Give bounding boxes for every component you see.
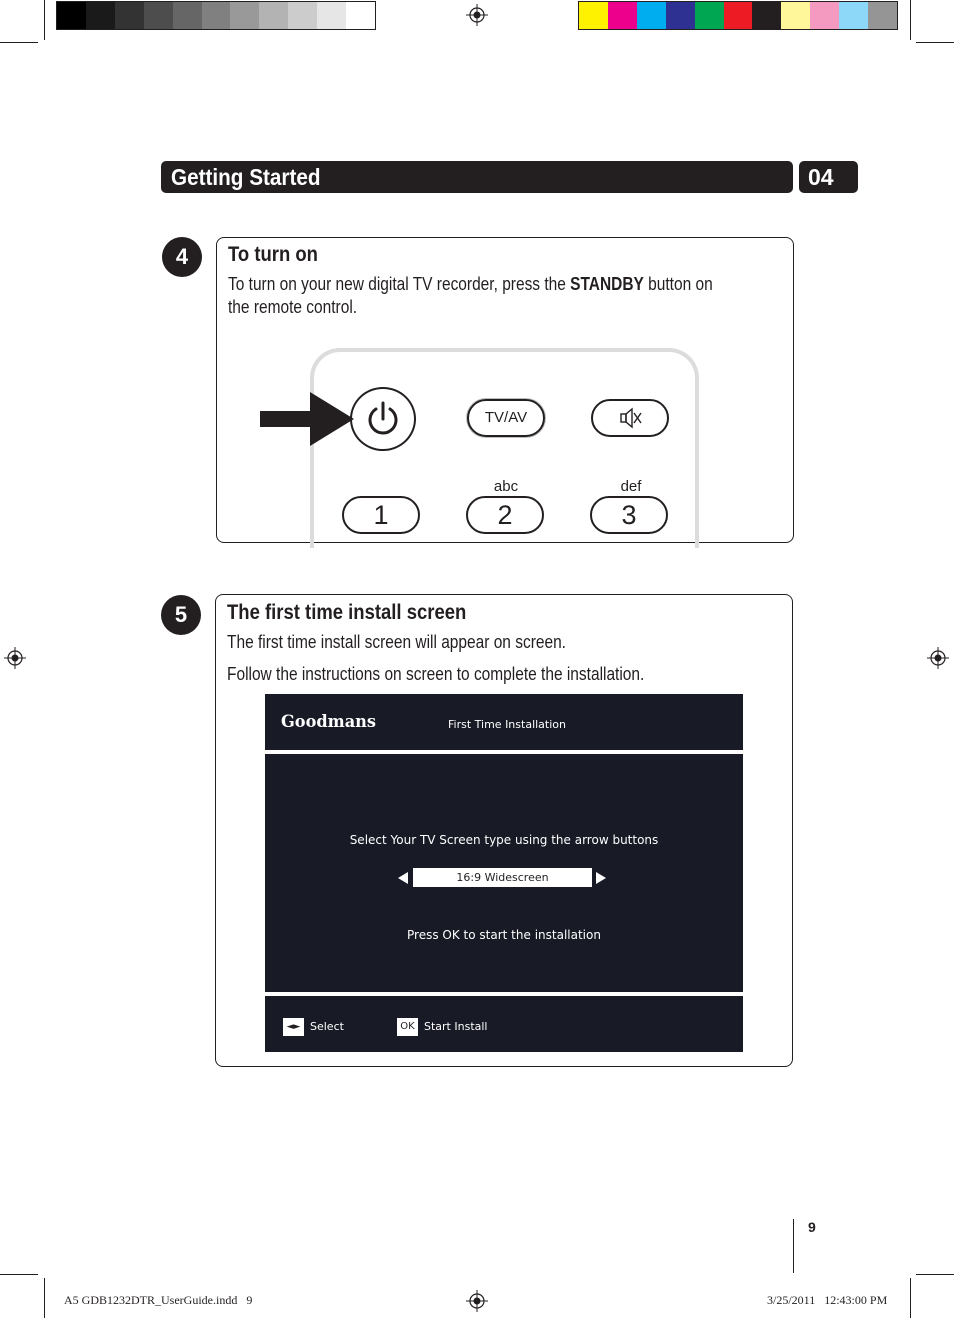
page-number-rule — [793, 1219, 794, 1273]
tv-ok-prompt: Press OK to start the installation — [407, 928, 601, 942]
crop-mark — [916, 42, 954, 43]
color-bar — [578, 1, 898, 30]
ok-key-label: Start Install — [424, 1020, 488, 1033]
crop-mark — [44, 0, 45, 40]
color-swatch — [346, 2, 375, 29]
crop-mark — [0, 42, 38, 43]
crop-mark — [0, 1274, 38, 1275]
color-swatch — [259, 2, 288, 29]
step-4-text-part: button on — [643, 274, 713, 294]
section-number: 04 — [808, 164, 834, 190]
color-swatch — [637, 2, 666, 29]
section-title: Getting Started — [171, 164, 321, 190]
mute-icon — [619, 407, 643, 429]
color-swatch — [579, 2, 608, 29]
crop-mark — [44, 1278, 45, 1318]
key-3-letters: def — [620, 478, 642, 495]
select-key-icon: ◄► — [283, 1018, 304, 1036]
key-2-button[interactable]: 2 — [466, 496, 544, 534]
key-3-button[interactable]: 3 — [590, 496, 668, 534]
step-4-text-part: the remote control. — [228, 297, 358, 317]
step-4-text-part: To turn on your new digital TV recorder, press the — [228, 274, 571, 294]
key-2-letters: abc — [493, 478, 519, 495]
color-swatch — [608, 2, 637, 29]
color-swatch — [57, 2, 86, 29]
step-4-title: To turn on — [228, 243, 318, 266]
crop-mark — [916, 1274, 954, 1275]
goodmans-logo: Goodmans — [281, 712, 377, 732]
screen-type-selector[interactable]: 16:9 Widescreen — [413, 868, 592, 887]
color-swatch — [115, 2, 144, 29]
registration-mark-icon — [466, 1290, 488, 1312]
tvav-button[interactable]: TV/AV — [467, 399, 545, 437]
arrow-right-icon — [260, 390, 356, 448]
color-swatch — [144, 2, 173, 29]
registration-mark-icon — [927, 647, 949, 669]
standby-keyword: STANDBY — [570, 274, 644, 294]
gray-color-bar — [56, 1, 376, 30]
timestamp: 3/25/2011 12:43:00 PM — [767, 1293, 888, 1307]
color-swatch — [317, 2, 346, 29]
step-5-title: The first time install screen — [227, 601, 467, 624]
color-swatch — [666, 2, 695, 29]
step-4-text — [228, 273, 713, 319]
ok-key-icon: OK — [397, 1018, 418, 1036]
color-swatch — [288, 2, 317, 29]
step-5-text-1: The first time install screen will appear on screen. — [227, 632, 566, 652]
color-swatch — [202, 2, 231, 29]
color-swatch — [173, 2, 202, 29]
crop-mark — [910, 1278, 911, 1318]
color-swatch — [839, 2, 868, 29]
color-swatch — [724, 2, 753, 29]
step-5-text-2: Follow the instructions on screen to complete the installation. — [227, 664, 645, 684]
color-swatch — [752, 2, 781, 29]
page-number: 9 — [808, 1219, 816, 1235]
arrow-right-icon[interactable] — [596, 872, 607, 884]
file-name: A5 GDB1232DTR_UserGuide.indd 9 — [64, 1293, 253, 1307]
crop-mark — [910, 0, 911, 40]
registration-mark-icon — [466, 4, 488, 26]
arrow-left-icon[interactable] — [398, 872, 409, 884]
color-swatch — [868, 2, 897, 29]
color-swatch — [781, 2, 810, 29]
select-key-label: Select — [310, 1020, 344, 1033]
color-swatch — [230, 2, 259, 29]
tv-screen-title: First Time Installation — [448, 718, 566, 731]
registration-mark-icon — [4, 647, 26, 669]
color-swatch — [86, 2, 115, 29]
color-swatch — [695, 2, 724, 29]
step-number-badge: 5 — [161, 595, 201, 635]
key-1-button[interactable]: 1 — [342, 496, 420, 534]
color-swatch — [810, 2, 839, 29]
tv-instruction: Select Your TV Screen type using the arrow buttons — [349, 833, 659, 847]
step-number-badge: 4 — [162, 237, 202, 277]
power-icon — [364, 400, 402, 438]
